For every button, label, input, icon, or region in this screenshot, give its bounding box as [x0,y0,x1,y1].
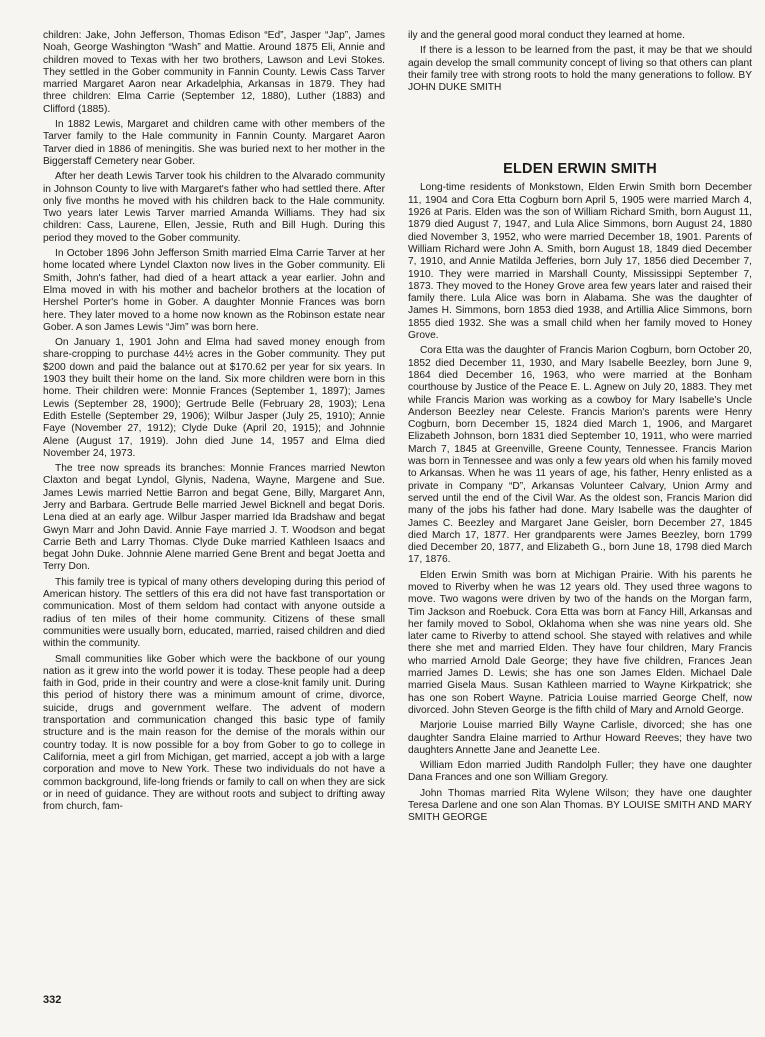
left-column [43,30,385,816]
paragraph: After her death Lewis Tarver took his children to the Alvarado community in Johnson County to live with Margaret's father who had settled there. After only five months he moved with his children back to the Hale community. Two years later Lewis Tarver married Amanda Williams. They had six children: Cass, Laurene, Ellen, Jessie, Ruth and Bill Hugh. During this period they moved to the Gober community. [43,171,385,244]
right-column [408,30,752,828]
paragraph: William Edon married Judith Randolph Fuller; they have one daughter Dana Frances and one son William Gregory. [408,760,752,784]
paragraph: On January 1, 1901 John and Elma had saved money enough from share-cropping to purchase 44½ acres in the Gober community. They put $200 down and paid the balance out at $170.62 per year for six years. In 1903 they built their home on the land. Six more children were born in this home. Their children were: Monnie Frances (September 1, 1897); James Lewis (September 28, 1900); Gertrude Belle (February 28, 1903); Lena Edith Estelle (September 29, 1906); Wilbur Jasper (July 25, 1910); Annie Faye (November 27, 1912); Clyde Duke (April 20, 1915); and Johnnie Alene (August 17, 1919). John died June 14, 1957 and Elma died November 24, 1973. [43,337,385,459]
article-heading: ELDEN ERWIN SMITH [503,161,657,178]
paragraph: The tree now spreads its branches: Monnie Frances married Newton Claxton and begat Lyndol, Glynis, Nadena, Wayne, Margene and Sue. James Lewis married Nettie Barron and begat Gene, Billy, Margaret Ann, Jerry and Barbara. Gertrude Belle married Jewel Bicknell and begat Doris. Lena died at an early age. Wilbur Jasper married Ida Bradshaw and begat Gwyn Marr and John David. Annie Faye married J. T. Woodson and begat Carrie Beth and Larry Thomas. Clyde Duke married Kathleen Isaacs and begat John Duke. Johnnie Alene married Gene Brent and begat Joetta and Terry Don. [43,463,385,573]
paragraph: In 1882 Lewis, Margaret and children came with other members of the Tarver family to the Hale community in Fannin County. Margaret Aaron Tarver died in 1886 of meningitis. She was buried next to her mother in the Biggerstaff Cemetery near Gober. [43,119,385,167]
paragraph-byline: John Thomas married Rita Wylene Wilson; they have one daughter Teresa Darlene and one son Alan Thomas. BY LOUISE SMITH AND MARY SMITH GEORGE [408,787,752,824]
paragraph: children: Jake, John Jefferson, Thomas Edison “Ed”, Jasper “Jap”, James Noah, George Washington “Wash” and Mattie. Around 1875 Eli, Annie and children moved to Texas with her two brothers, Lawson and Levi Stokes. They settled in the Gober community in Fannin County. Lewis Cass Tarver married Margaret Aaron near Arkadelphia, Arkansas in 1879. They had three children: Elma Carrie (September 12, 1880), Luther (1883) and Clifford (1885). [43,30,385,115]
paragraph: In October 1896 John Jefferson Smith married Elma Carrie Tarver at her home located where Lyndel Claxton now lives in the Gober community. Eli Smith, John's father, had died of a heart attack a year earlier. John and Elma moved in with his mother and bachelor brothers at the location of Hershel Porter's home in Gober. A daughter Monnie Frances was born here. They later moved to a home now known as the Robinson estate near Gober. A son James Lewis “Jim” was born here. [43,248,385,333]
paragraph: Small communities like Gober which were the backbone of our young nation as it grew into the world power it is today. These people had a deep faith in God, pride in their country and were a close-knit family unit. During this period of history there was a minimum amount of crime, divorce, suicide, drugs and government welfare. The advent of modern transportation and communication changed this basic type of family structure and is the main reason for the demise of the morals within our country today. It is now possible for a boy from Gober to go to college in California, meet a girl from Michigan, get married, accept a job with a large corporation and move to New York. These two individuals do not have a common background, life-long friends or family to call on when they are sick or in need of guidance. They are without roots and subject to drifting away from church, fam- [43,653,386,813]
paragraph-byline: If there is a lesson to be learned from the past, it may be that we should again develop the small community concept of living so that others can plant their family tree with strong roots to hold the many generations to follow. BY JOHN DUKE SMITH [408,45,752,94]
paragraph: Marjorie Louise married Billy Wayne Carlisle, divorced; she has one daughter Sandra Elaine married to Arthur Howard Reeves; they have two daughters Annette Jane and Jeanette Lee. [408,720,752,756]
paragraph: Long-time residents of Monkstown, Elden Erwin Smith born December 11, 1904 and Cora Etta Cogburn born April 5, 1905 were married March 4, 1926 at Paris. Elden was the son of William Richard Smith, born August 11, 1879 died August 7, 1947, and Lula Alice Simmons, born August 24, 1880 died November 3, 1952, who were married December 18, 1901. Parents of William Richard were John A. Smith, born August 18, 1849 died December 7, 1910, and Annie Matilda Jefferies, born July 17, 1856 died December 7, 1910. They were married in Marshall County, Mississippi September 7, 1873. They moved to the Honey Grove area few years later and raised their family there. Lula Alice was born in Alabama. She was the daughter of James H. Simmons, born 1853 died 1938, and Artillia Alice Simmons, born 1855 died 1932. She was a small child when her family moved to Honey Grove. [408,182,752,342]
paragraph: Cora Etta was the daughter of Francis Marion Cogburn, born October 20, 1852 died December 11, 1930, and Mary Isabelle Beezley, born June 9, 1864 died December 16, 1963, who were married at the Bonham courthouse by Justice of the Peace E. L. Agnew on July 20, 1883. They met while Francis Marion was working as a cowboy for Mary Isabelle's Uncle Anderson Beezley near Celeste. Francis Marion's parents were Henry Cogburn, born December 15, 1824 died March 1, 1906, and Margaret Elizabeth Johnson, born 1831 died September 10, 1911, who were married March 7, 1845 at Greenville, Greene County, Tennessee. Francis Marion was born in Tennessee and was only a few years old when his family moved to Arkansas. When he was 11 years of age, his father, Henry enlisted as a private in Company “D”, Arkansas Volunteer Calvary, Union Army and served until the end of the Civil War. As the oldest son, Francis Marion did many of the jobs his father had done. Mary Isabelle was the daughter of James C. Beezley and Margaret Jane Geisler, born December 27, 1845 died March 17, 1877. Her grandparents were James Beezley, born 1799 died December 20, 1877, and Elizabeth G., born June 18, 1798 died March 17, 1876. [408,345,752,566]
continued-paragraph: ily and the general good moral conduct they learned at home. [408,30,685,41]
paragraph: Elden Erwin Smith was born at Michigan Prairie. With his parents he moved to Riverby when he was 12 years old. They used three wagons to move. Two wagons were driven by two of the hands on the Morgan farm, Tim Jackson and Roebuck. Cora Etta was born at Fancy Hill, Arkansas and her family moved to Sobol, Oklahoma when she was nine years old. She later came to Riverby to attend school. She stayed with relatives and while there she met and married Elden. They have four children, Mary Francis who married Arnold Dale George; they have five children, Frances Jean married James D. Lewis; she has one son James Elden. Michael Dale married Gisela Maus. Susan Kathleen married to Wayne Kirkpatrick; she has one son Robert Wayne. Patricia Louise married George Chelf, now divorced. John Steven George is the fifth child of Mary and Arnold George. [408,569,752,716]
page-number: 332 [43,994,62,1006]
paragraph: This family tree is typical of many others developing during this period of American history. The settlers of this era did not have fast transportation or communication. Most of them seldom had contact with anyone outside a radius of ten miles of their home community. Citizens of these small communities were usually born, educated, married, raised children and died within the community. [43,576,385,650]
